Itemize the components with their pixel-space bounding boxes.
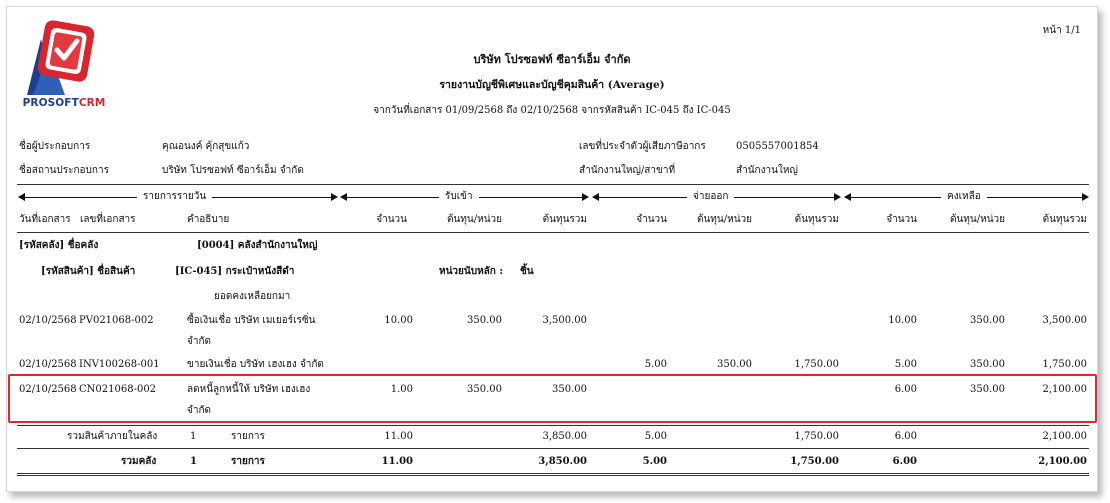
row-in-total: 3,500.00 xyxy=(542,315,587,326)
divider xyxy=(17,425,1089,426)
unit-label: หน่วยนับหลัก : xyxy=(439,266,504,277)
total-label: รวมคลัง xyxy=(121,456,157,467)
total-bal-qty: 6.00 xyxy=(892,456,917,467)
subtotal-in-total: 3,850.00 xyxy=(542,431,587,442)
row-in-unit: 350.00 xyxy=(467,315,502,326)
row-bal-qty: 5.00 xyxy=(894,359,917,370)
operator-name-label: ชื่อผู้ประกอบการ xyxy=(19,141,91,152)
row-desc: ลดหนี้ลูกหนี้ให้ บริษัท เฮงเฮง xyxy=(187,384,311,395)
row-desc-cont: จำกัด xyxy=(187,405,212,416)
subtotal-out-total: 1,750.00 xyxy=(794,431,839,442)
opening-balance-label: ยอดคงเหลือยกมา xyxy=(214,291,291,302)
establishment-label: ชื่อสถานประกอบการ xyxy=(19,165,109,176)
col-in-qty: จำนวน xyxy=(376,214,407,225)
branch-value: สำนักงานใหญ่ xyxy=(736,165,798,176)
warehouse-label: [รหัสคลัง] ชื่อคลัง xyxy=(19,240,99,251)
col-bal-qty: จำนวน xyxy=(886,214,917,225)
col-bal-unit: ต้นทุน/หน่วย xyxy=(949,214,1005,225)
row-date: 02/10/2568 xyxy=(19,384,77,395)
subtotal-unit: รายการ xyxy=(231,431,265,442)
col-bal-total: ต้นทุนรวม xyxy=(1042,214,1087,225)
product-label: [รหัสสินค้า] ชื่อสินค้า xyxy=(41,266,136,277)
col-desc: คำอธิบาย xyxy=(187,214,230,225)
divider xyxy=(17,448,1089,449)
row-out-qty: 5.00 xyxy=(644,359,667,370)
total-in-qty: 11.00 xyxy=(381,456,413,467)
row-desc: ขายเงินเชื่อ บริษัท เฮงเฮง จำกัด xyxy=(187,359,324,370)
tax-id-value: 0505557001854 xyxy=(736,141,819,152)
report-page xyxy=(6,6,1098,492)
row-doc-no: PV021068-002 xyxy=(79,315,154,326)
row-bal-qty: 6.00 xyxy=(894,384,917,395)
establishment-value: บริษัท โปรซอฟท์ ซีอาร์เอ็ม จำกัด xyxy=(162,165,304,176)
total-out-qty: 5.00 xyxy=(642,456,667,467)
report-range: จากวันที่เอกสาร 01/09/2568 ถึง 02/10/2568 จากรหัสสินค้า IC-045 ถึง IC-045 xyxy=(373,105,731,116)
row-out-unit: 350.00 xyxy=(717,359,752,370)
row-in-unit: 350.00 xyxy=(467,384,502,395)
band-balance: คงเหลือ xyxy=(941,191,987,203)
row-bal-qty: 10.00 xyxy=(888,315,917,326)
divider xyxy=(17,232,1089,233)
tax-id-label: เลขที่ประจำตัวผู้เสียภาษีอากร xyxy=(579,141,706,152)
product-value: [IC-045] กระเป๋าหนังสีดำ xyxy=(175,266,295,277)
total-count: 1 xyxy=(190,456,197,467)
subtotal-count: 1 xyxy=(190,431,197,442)
divider xyxy=(17,184,1089,185)
page-number: หน้า 1/1 xyxy=(1042,25,1081,36)
band-daily: รายการรายวัน xyxy=(137,191,212,203)
col-out-total: ต้นทุนรวม xyxy=(794,214,839,225)
col-out-unit: ต้นทุน/หน่วย xyxy=(696,214,752,225)
row-bal-unit: 350.00 xyxy=(970,359,1005,370)
row-doc-no: INV100268-001 xyxy=(79,359,160,370)
row-in-qty: 1.00 xyxy=(390,384,413,395)
row-date: 02/10/2568 xyxy=(19,315,77,326)
highlight-box xyxy=(8,374,1097,423)
band-issue: จ่ายออก xyxy=(687,191,734,203)
subtotal-out-qty: 5.00 xyxy=(644,431,667,442)
row-out-total: 1,750.00 xyxy=(794,359,839,370)
row-in-total: 350.00 xyxy=(552,384,587,395)
row-bal-unit: 350.00 xyxy=(970,384,1005,395)
total-in-total: 3,850.00 xyxy=(538,456,587,467)
company-name: บริษัท โปรซอฟท์ ซีอาร์เอ็ม จำกัด xyxy=(473,53,631,66)
warehouse-value: [0004] คลังสำนักงานใหญ่ xyxy=(197,240,318,251)
col-in-total: ต้นทุนรวม xyxy=(542,214,587,225)
subtotal-label: รวมสินค้าภายในคลัง xyxy=(67,431,158,442)
row-date: 02/10/2568 xyxy=(19,359,77,370)
row-desc: ซื้อเงินเชื่อ บริษัท เมเยอร์เรซิ่น xyxy=(187,315,316,326)
row-bal-total: 1,750.00 xyxy=(1042,359,1087,370)
row-bal-total: 3,500.00 xyxy=(1042,315,1087,326)
total-bal-total: 2,100.00 xyxy=(1038,456,1087,467)
total-unit: รายการ xyxy=(231,456,265,467)
report-title: รายงานบัญชีพิเศษและบัญชีคุมสินค้า (Average) xyxy=(439,79,665,91)
col-doc-no: เลขที่เอกสาร xyxy=(80,214,136,225)
row-doc-no: CN021068-002 xyxy=(79,384,157,395)
row-bal-total: 2,100.00 xyxy=(1042,384,1087,395)
subtotal-in-qty: 11.00 xyxy=(384,431,413,442)
col-doc-date: วันที่เอกสาร xyxy=(19,214,71,225)
operator-name-value: คุณอนงค์ คุ้กสุขแก้ว xyxy=(162,141,250,152)
subtotal-bal-qty: 6.00 xyxy=(894,431,917,442)
row-bal-unit: 350.00 xyxy=(970,315,1005,326)
row-desc-cont: จำกัด xyxy=(187,336,212,347)
total-out-total: 1,750.00 xyxy=(790,456,839,467)
col-out-qty: จำนวน xyxy=(636,214,667,225)
band-receive: รับเข้า xyxy=(439,191,479,203)
unit-value: ชิ้น xyxy=(520,266,534,277)
col-in-unit: ต้นทุน/หน่วย xyxy=(446,214,502,225)
subtotal-bal-total: 2,100.00 xyxy=(1042,431,1087,442)
branch-label: สำนักงานใหญ่/สาขาที่ xyxy=(579,165,676,176)
row-in-qty: 10.00 xyxy=(384,315,413,326)
divider-double xyxy=(17,473,1089,476)
logo-wordmark: PROSOFTCRM xyxy=(22,97,106,109)
